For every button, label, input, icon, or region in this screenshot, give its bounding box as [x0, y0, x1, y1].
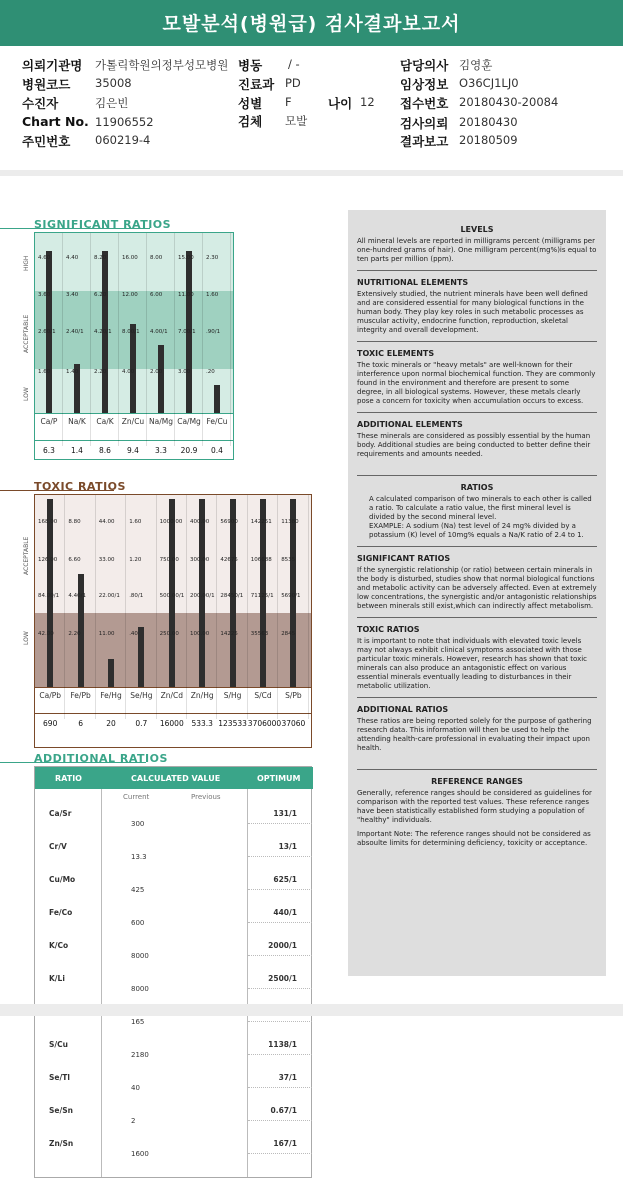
- current-value: 2180: [131, 1051, 149, 1059]
- toxic-elements-text: The toxic minerals or "heavy metals" are well-known for their interference upon normal biochemical function. They are commonly found in the environment and therefore are present to some degree, in all biological systems. However, these metals clearly pose a concern for toxicity when accumulation occurs to excess.: [357, 361, 596, 405]
- tick-label: 200.00/1: [190, 593, 215, 599]
- toxic-zone-label-acceptable: ACCEPTABLE: [23, 536, 30, 575]
- current-value: 165: [131, 1018, 145, 1026]
- category-label: Na/Mg: [149, 417, 173, 426]
- bar-se-hg: [138, 627, 144, 687]
- result-value: 8.6: [99, 446, 111, 455]
- nutritional-title: NUTRITIONAL ELEMENTS: [357, 278, 469, 287]
- row-rule: [248, 823, 312, 824]
- result-value: 20: [106, 719, 116, 728]
- col-ratio: RATIO: [55, 774, 82, 783]
- divider: [357, 412, 597, 413]
- tick-label: 44.00: [98, 519, 115, 525]
- row-rule: [248, 856, 312, 857]
- row-rule: [248, 955, 312, 956]
- significant-ratios-info-text: If the synergistic relationship (or ratio) between certain minerals in the body is disturbed, studies show that normal biological functions and metabolic activity can be adversely affected. Even at extremely low concentrations, the synergistic and/or antagonistic relationships between minerals still exist,which can indirectly affect metabolism.: [357, 566, 597, 610]
- optimum-value: 2500/1: [268, 974, 297, 983]
- ratio-name: S/Cu: [49, 1040, 68, 1049]
- zone-label-acceptable: ACCEPTABLE: [23, 314, 30, 353]
- result-value: 16000: [159, 719, 184, 728]
- tick-label: 250.00: [159, 631, 179, 637]
- resident-no-label: 주민번호: [22, 134, 71, 149]
- axis-line: [35, 413, 233, 414]
- optimum-value: 625/1: [273, 875, 297, 884]
- institution-label: 의뢰기관명: [22, 58, 83, 73]
- divider: [357, 617, 597, 618]
- divider: [357, 546, 597, 547]
- toxic-result-row-line: [35, 713, 311, 714]
- tick-label: 2.00: [150, 369, 163, 375]
- tick-label: 28450/1: [220, 593, 244, 599]
- age-label: 나이: [328, 96, 353, 111]
- tick-label: 6.00: [150, 292, 163, 298]
- ratio-name: Cu/Mo: [49, 875, 76, 884]
- ward-value: / -: [288, 57, 300, 71]
- row-rule: [248, 1120, 312, 1121]
- divider: [357, 270, 597, 271]
- additional-ratios-table: [34, 766, 312, 1178]
- optimum-value: 440/1: [273, 908, 297, 917]
- levels-text: All mineral levels are reported in milligrams percent (milligrams per one-hundred grams of hair). One milligram percent(mg%)is equal to ten parts per million (ppm).: [357, 237, 597, 263]
- zone-label-low: LOW: [23, 387, 30, 401]
- result-value: 3.3: [155, 446, 167, 455]
- tick-label: 142251: [250, 519, 272, 525]
- additional-ratios-info-text: These ratios are being reported solely for the purpose of gathering research data. This information will then be used to help the attending health-care professional in evaluating their impact upon health.: [357, 717, 592, 752]
- col-sep-2: [247, 789, 248, 1177]
- column-divider: [95, 495, 96, 719]
- report-date-value: 20180509: [459, 133, 518, 147]
- significant-title-rule: [0, 228, 150, 229]
- category-label: Fe/Cu: [206, 417, 228, 426]
- tick-label: 15.00: [178, 255, 194, 261]
- receipt-no-label: 접수번호: [400, 96, 449, 111]
- result-value: 0.7: [135, 719, 148, 728]
- toxic-elements-title: TOXIC ELEMENTS: [357, 349, 435, 358]
- tick-label: 8535: [281, 557, 296, 563]
- levels-title: LEVELS: [460, 225, 494, 234]
- current-value: 300: [131, 820, 145, 828]
- col-calculated: CALCULATED VALUE: [131, 774, 221, 783]
- receipt-no-value: 20180430-20084: [459, 95, 559, 109]
- current-value: 425: [131, 886, 145, 894]
- toxic-ratios-info-text: It is important to note that individuals with elevated toxic levels may not always exhibit clinical symptoms associated with those particular toxic minerals. However, research has shown that toxic minerals can also produce an antagonistic effect on various essential minerals eventually leading to disturbances in their metabolic utilization.: [357, 637, 588, 690]
- tick-label: 8.00: [150, 255, 163, 261]
- doctor-label: 담당의사: [400, 58, 449, 73]
- tick-label: 11.00: [98, 631, 115, 637]
- ward-label: 병동: [238, 58, 263, 73]
- result-value: 1.4: [71, 446, 83, 455]
- tick-label: 1.60: [206, 292, 219, 298]
- column-divider: [64, 495, 65, 719]
- optimum-value: 37/1: [278, 1073, 297, 1082]
- tick-label: 2.40/1: [66, 329, 84, 335]
- tick-label: 1.20: [129, 557, 142, 563]
- row-rule: [248, 1054, 312, 1055]
- toxic-ratios-title: TOXIC RATIOS: [34, 480, 126, 493]
- specimen-label: 검체: [238, 114, 263, 129]
- examinee-value: 김은빈: [95, 96, 129, 110]
- column-divider: [118, 233, 119, 446]
- divider: [357, 769, 597, 770]
- ratio-name: Zn/Sn: [49, 1139, 74, 1148]
- row-rule: [248, 1087, 312, 1088]
- tick-label: 6.60: [68, 557, 81, 563]
- tick-label: .40: [129, 631, 138, 637]
- column-divider: [174, 233, 175, 446]
- divider: [357, 341, 597, 342]
- result-value: 6: [78, 719, 83, 728]
- tick-label: 3.40: [66, 292, 79, 298]
- institution-value: 가톨릭학원의정부성모병원: [95, 58, 229, 72]
- optimum-value: 131/1: [273, 809, 297, 818]
- tick-label: 8.80: [68, 519, 81, 525]
- tick-label: 4.00/1: [150, 329, 168, 335]
- ratio-name: K/Li: [49, 974, 65, 983]
- info-panel: [348, 210, 606, 976]
- tick-label: 5690/1: [281, 593, 301, 599]
- tick-label: 300.00: [190, 557, 210, 563]
- tick-label: 42675: [220, 557, 238, 563]
- category-label: S/Hg: [223, 691, 242, 700]
- chart-no-label: Chart No.: [22, 114, 89, 129]
- result-value: 20.9: [180, 446, 198, 455]
- additional-title-rule: [0, 762, 146, 763]
- tick-label: 6.20: [94, 292, 107, 298]
- report-title: 모발분석(병원급) 검사결과보고서: [0, 0, 623, 46]
- chart-no-value: 11906552: [95, 115, 154, 129]
- result-value: 0.4: [211, 446, 223, 455]
- ratio-name: Fe/Co: [49, 908, 73, 917]
- tick-label: 1.40: [66, 369, 79, 375]
- ratio-name: K/Co: [49, 941, 69, 950]
- column-divider: [156, 495, 157, 719]
- tick-label: 1000.00: [159, 519, 183, 525]
- examinee-label: 수진자: [22, 96, 59, 111]
- tick-label: 71125/1: [250, 593, 274, 599]
- divider: [357, 697, 597, 698]
- bar-fe-cu: [214, 385, 220, 413]
- column-divider: [186, 495, 187, 719]
- tick-label: 106688: [250, 557, 272, 563]
- row-rule: [248, 988, 312, 989]
- ratio-name: Cr/V: [49, 842, 67, 851]
- result-value: 3706000: [247, 719, 282, 728]
- tick-label: 750.00: [159, 557, 179, 563]
- tick-label: 4.40/1: [68, 593, 86, 599]
- category-label: Zn/Hg: [190, 691, 214, 700]
- optimum-value: 2000/1: [268, 941, 297, 950]
- column-divider: [308, 495, 309, 719]
- significant-ratios-info-title: SIGNIFICANT RATIOS: [357, 554, 451, 563]
- tick-label: 8.00/1: [122, 329, 140, 335]
- hospital-code-label: 병원코드: [22, 77, 71, 92]
- tick-label: 2.20: [94, 369, 107, 375]
- col-sep-1: [101, 789, 102, 1177]
- tick-label: 22.00/1: [98, 593, 120, 599]
- tick-label: 2.30: [206, 255, 219, 261]
- tick-label: 35563: [250, 631, 269, 637]
- ratios-text: A calculated comparison of two minerals to each other is called a ratio. To calculate a ratio value, the first mineral level is divided by the second mineral level.: [369, 495, 592, 521]
- current-value: 600: [131, 919, 145, 927]
- zone-label-high: HIGH: [23, 255, 30, 271]
- optimum-value: 0.67/1: [270, 1106, 297, 1115]
- column-divider: [247, 495, 248, 719]
- category-label: Fe/Hg: [100, 691, 122, 700]
- current-value: 1600: [131, 1150, 149, 1158]
- sub-previous: Previous: [191, 793, 221, 801]
- ratios-panel: [0, 200, 330, 1158]
- column-divider: [90, 233, 91, 446]
- table-header: [35, 767, 313, 789]
- tick-label: 7.00/1: [178, 329, 196, 335]
- column-divider: [125, 495, 126, 719]
- row-rule: [248, 1153, 312, 1154]
- current-value: 2: [131, 1117, 136, 1125]
- additional-ratios-info-title: ADDITIONAL RATIOS: [357, 705, 449, 714]
- result-value: 533.3: [191, 719, 213, 728]
- category-label: Na/K: [68, 417, 86, 426]
- hospital-code-value: 35008: [95, 76, 132, 90]
- department-value: PD: [285, 76, 301, 90]
- category-label: Ca/P: [40, 417, 58, 426]
- ratios-example: EXAMPLE: A sodium (Na) test level of 24 mg% divided by a potassium (K) level of 10mg% equals a Na/K ratio of 2.4 to 1.: [369, 522, 584, 539]
- tick-label: 3.00: [178, 369, 191, 375]
- optimum-value: 13/1: [278, 842, 297, 851]
- row-rule: [248, 922, 312, 923]
- clinical-info-value: O36CJ1LJ0: [459, 76, 519, 90]
- sex-value: F: [285, 95, 292, 109]
- tick-label: 2845: [281, 631, 296, 637]
- current-value: 40: [131, 1084, 140, 1092]
- tick-label: 400.00: [190, 519, 210, 525]
- toxic-axis-line: [35, 687, 311, 688]
- toxic-zone-label-low: LOW: [23, 631, 30, 645]
- tick-label: .20: [206, 369, 215, 375]
- column-divider: [277, 495, 278, 719]
- current-value: 8000: [131, 952, 149, 960]
- category-label: Ca/K: [96, 417, 114, 426]
- tick-label: 11.00: [178, 292, 194, 298]
- divider: [357, 475, 597, 476]
- reference-ranges-note: Important Note: The reference ranges should not be considered as absoulte limits for determining deficiency, toxicity or acceptance.: [357, 830, 591, 847]
- row-rule: [248, 1021, 312, 1022]
- tick-label: 11380: [281, 519, 299, 525]
- tick-label: .90/1: [206, 329, 221, 335]
- category-label: Ca/Mg: [177, 417, 201, 426]
- tick-label: 33.00: [98, 557, 115, 563]
- tick-label: 4.60: [38, 255, 51, 261]
- toxic-ratios-chart: [23, 494, 312, 748]
- current-value: 13.3: [131, 853, 147, 861]
- reference-ranges-title: REFERENCE RANGES: [431, 777, 523, 786]
- tick-label: 4.20/1: [94, 329, 112, 335]
- tick-label: 12.00: [122, 292, 138, 298]
- significant-ratios-chart: [23, 232, 234, 460]
- result-row-line: [35, 440, 233, 441]
- optimum-value: 1138/1: [268, 1040, 297, 1049]
- category-label: S/Cd: [254, 691, 272, 700]
- toxic-ratios-info-title: TOXIC RATIOS: [357, 625, 420, 634]
- doctor-value: 김영훈: [459, 58, 493, 72]
- patient-header: [0, 50, 623, 150]
- significant-ratios-title: SIGNIFICANT RATIOS: [34, 218, 172, 231]
- tick-label: 1.60: [129, 519, 142, 525]
- tick-label: 100.00: [190, 631, 210, 637]
- footer-divider: [0, 1004, 623, 1016]
- column-divider: [230, 233, 231, 446]
- column-divider: [62, 233, 63, 446]
- tick-label: 14225: [220, 631, 238, 637]
- bar-fe-hg: [108, 659, 114, 687]
- column-divider: [202, 233, 203, 446]
- tick-label: .80/1: [129, 593, 144, 599]
- result-value: 37060: [281, 719, 306, 728]
- tick-label: 4.00: [122, 369, 135, 375]
- request-date-label: 검사의뢰: [400, 116, 449, 131]
- department-label: 진료과: [238, 77, 275, 92]
- result-value: 6.3: [43, 446, 55, 455]
- result-value: 690: [43, 719, 58, 728]
- toxic-title-rule: [0, 490, 114, 491]
- category-label: Ca/Pb: [39, 691, 62, 700]
- age-value: 12: [360, 95, 375, 109]
- tick-label: 42.00: [38, 631, 54, 637]
- category-label: Zn/Cu: [121, 417, 145, 426]
- column-divider: [216, 495, 217, 719]
- category-label: Fe/Pb: [70, 691, 91, 700]
- current-value: 8000: [131, 985, 149, 993]
- result-value: 123533: [218, 719, 247, 728]
- ratio-name: Se/Tl: [49, 1073, 70, 1082]
- tick-label: 84.00/1: [38, 593, 60, 599]
- optimum-value: 167/1: [273, 1139, 297, 1148]
- report-date-label: 결과보고: [400, 134, 449, 149]
- tick-label: 168.00: [38, 519, 58, 525]
- column-divider: [146, 233, 147, 446]
- tick-label: 4.40: [66, 255, 79, 261]
- category-label: S/Pb: [285, 691, 302, 700]
- request-date-value: 20180430: [459, 115, 518, 129]
- category-label: Se/Hg: [130, 691, 153, 700]
- tick-label: 126.00: [38, 557, 58, 563]
- nutritional-text: Extensively studied, the nutrient minerals have been well defined and are considered essential for many biological functions in the human body. They play key roles in such metabolic processes as muscular activity, endocrine function, reproduction, skeletal integrity and overall development.: [357, 290, 588, 334]
- tick-label: 16.00: [122, 255, 138, 261]
- ratio-name: Ca/Sr: [49, 809, 72, 818]
- category-label: Zn/Cd: [160, 691, 183, 700]
- tick-label: 56900: [220, 519, 238, 525]
- additional-elements-title: ADDITIONAL ELEMENTS: [357, 420, 463, 429]
- ratios-title: RATIOS: [460, 483, 494, 492]
- reference-ranges-text: Generally, reference ranges should be considered as guidelines for comparison with the reported test values. These reference ranges have been statistically established form studying a population of "healthy" individuals.: [357, 789, 592, 824]
- tick-label: 1.60: [38, 369, 51, 375]
- sub-current: Current: [123, 793, 150, 801]
- result-value: 9.4: [127, 446, 139, 455]
- row-rule: [248, 889, 312, 890]
- ratio-name: Se/Sn: [49, 1106, 73, 1115]
- tick-label: 3.60: [38, 292, 51, 298]
- bar-na-mg: [158, 345, 164, 413]
- sex-label: 성별: [238, 96, 263, 111]
- tick-label: 2.60/1: [38, 329, 56, 335]
- high-zone: [35, 233, 233, 291]
- additional-ratios-title: ADDITIONAL RATIOS: [34, 752, 168, 765]
- specimen-value: 모발: [285, 114, 308, 128]
- divider: [0, 170, 623, 176]
- tick-label: 500.00/1: [159, 593, 185, 599]
- clinical-info-label: 임상정보: [400, 77, 449, 92]
- additional-elements-text: These minerals are considered as possibly essential by the human body. Additional studies are being conducted to better define their requirements and amounts needed.: [357, 432, 591, 458]
- col-optimum: OPTIMUM: [257, 774, 301, 783]
- resident-no-value: 060219-4: [95, 133, 151, 147]
- tick-label: 2.20: [68, 631, 81, 637]
- tick-label: 8.20: [94, 255, 107, 261]
